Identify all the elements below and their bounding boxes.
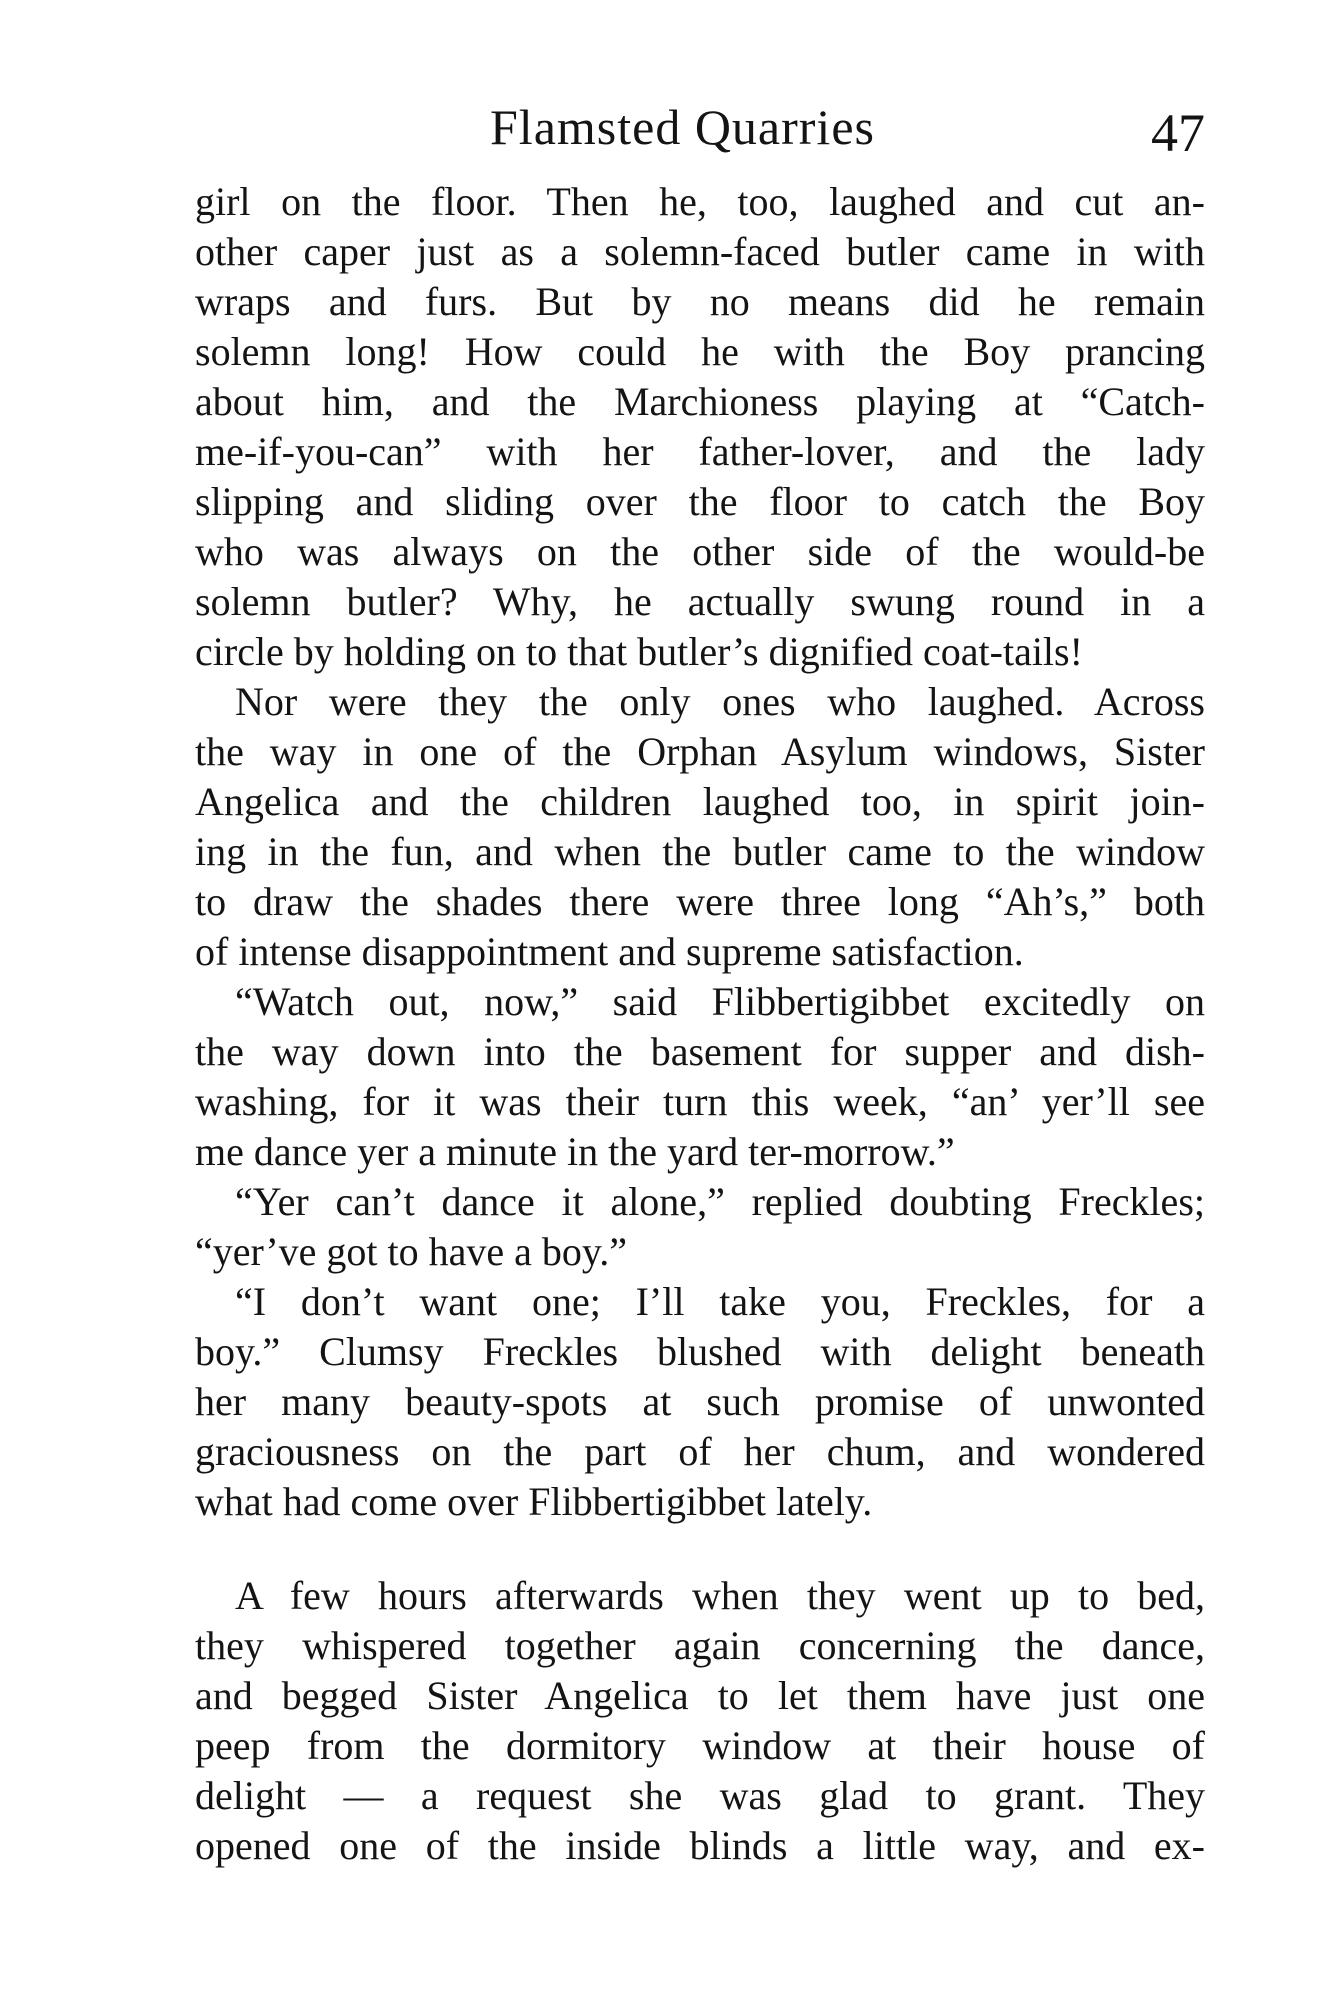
text-line: wraps and furs. But by no means did he remain	[195, 279, 1205, 324]
text-line: me dance yer a minute in the yard ter-morrow.”	[195, 1129, 955, 1174]
text-line: and begged Sister Angelica to let them have just one	[195, 1673, 1205, 1718]
text-line: slipping and sliding over the floor to catch the Boy	[195, 479, 1205, 524]
paragraph	[195, 677, 1205, 977]
text-line: A few hours afterwards when they went up to bed,	[235, 1573, 1205, 1618]
running-title: Flamsted Quarries	[490, 99, 875, 155]
text-line: solemn long! How could he with the Boy prancing	[195, 329, 1205, 374]
text-line: of intense disappointment and supreme satisfaction.	[195, 929, 1024, 974]
text-line: they whispered together again concerning the dance,	[195, 1623, 1205, 1668]
paragraph	[195, 177, 1205, 677]
body-text	[195, 177, 1205, 1871]
text-line: ing in the fun, and when the butler came to the window	[195, 829, 1205, 874]
paragraph	[195, 1277, 1205, 1527]
text-line: me-if-you-can” with her father-lover, and the lady	[195, 429, 1205, 474]
text-line: “yer’ve got to have a boy.”	[195, 1229, 628, 1274]
text-line: “Yer can’t dance it alone,” replied doubting Freckles;	[235, 1179, 1205, 1224]
text-line: opened one of the inside blinds a little way, and ex-	[195, 1823, 1205, 1868]
text-line: graciousness on the part of her chum, and wondered	[195, 1429, 1205, 1474]
text-line: washing, for it was their turn this week, “an’ yer’ll see	[195, 1079, 1205, 1124]
text-line: who was always on the other side of the would-be	[195, 529, 1205, 574]
text-line: “Watch out, now,” said Flibbertigibbet excitedly on	[235, 979, 1205, 1024]
text-line: delight — a request she was glad to grant. They	[195, 1773, 1205, 1818]
text-line: solemn butler? Why, he actually swung round in a	[195, 579, 1205, 624]
text-line: boy.” Clumsy Freckles blushed with delight beneath	[195, 1329, 1205, 1374]
paragraph	[195, 1571, 1205, 1871]
page-number: 47	[1151, 103, 1205, 163]
text-line: circle by holding on to that butler’s dignified coat-tails!	[195, 629, 1083, 674]
text-line: what had come over Flibbertigibbet lately.	[195, 1479, 873, 1524]
text-line: other caper just as a solemn-faced butler came in with	[195, 229, 1205, 274]
text-line: about him, and the Marchioness playing at “Catch-	[195, 379, 1205, 424]
section-break	[195, 1527, 1205, 1571]
text-line: Angelica and the children laughed too, in spirit join-	[195, 779, 1205, 824]
paragraph	[195, 977, 1205, 1177]
running-head	[195, 92, 1205, 162]
paragraph	[195, 1177, 1205, 1277]
text-line: Nor were they the only ones who laughed. Across	[235, 679, 1205, 724]
text-line: “I don’t want one; I’ll take you, Freckles, for a	[235, 1279, 1205, 1324]
text-line: the way in one of the Orphan Asylum windows, Sister	[195, 729, 1205, 774]
text-line: the way down into the basement for supper and dish-	[195, 1029, 1205, 1074]
text-line: peep from the dormitory window at their house of	[195, 1723, 1205, 1768]
text-line: girl on the floor. Then he, too, laughed and cut an-	[195, 179, 1205, 224]
text-line: to draw the shades there were three long “Ah’s,” both	[195, 879, 1205, 924]
text-line: her many beauty-spots at such promise of unwonted	[195, 1379, 1205, 1424]
